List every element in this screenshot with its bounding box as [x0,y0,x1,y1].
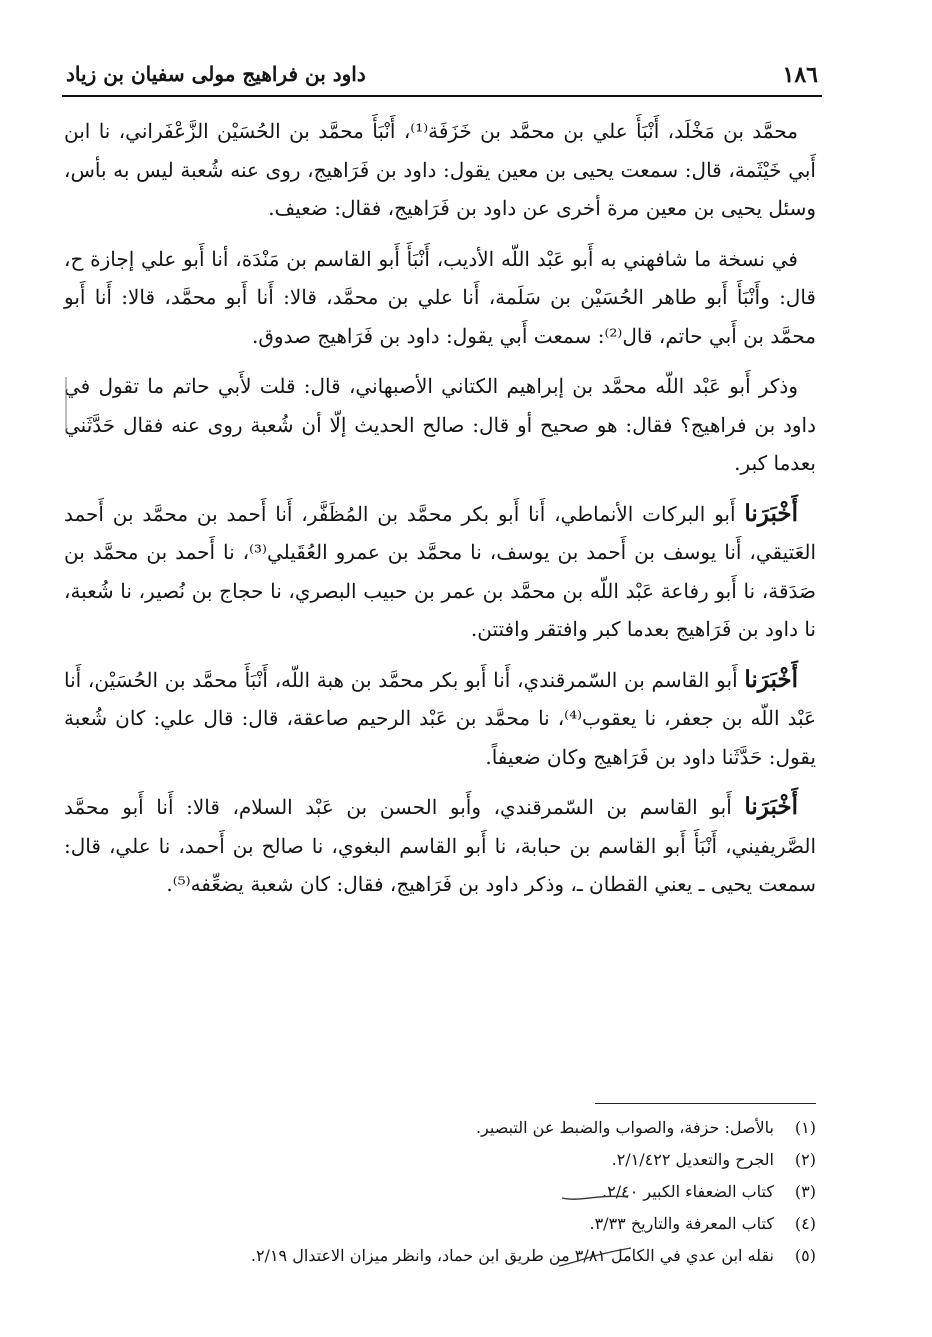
footnote-text: نقله ابن عدي في الكامل ٣/٨١ من طريق ابن حماد، وانظر ميزان الاعتدال ٢/١٩. [250,1246,774,1265]
footnote-number: (٣) [794,1182,816,1201]
paragraph [64,240,816,356]
page-number: ١٨٦ [782,62,818,88]
footnote-number: (٢) [794,1150,816,1169]
paragraph [64,112,816,228]
paragraph-text: محمَّد بن مَخْلَد، أَنْبَأَ علي بن محمَّد بن خَزَفَة⁽¹⁾، أَنْبَأَ محمَّد بن الحُسَيْن الزَّعْفَراني، نا ابن أَبي خَيْثَمة، قال: سمعت يحيى بن معين يقول: داود بن فَرَاهيج، روى عنه شُعبة ليس به بأس، وسئل يحيى بن معين مرة أخرى عن داود بن فَرَاهيج، فقال: ضعيف. [64,119,816,220]
paragraph [64,661,816,777]
paragraph-text: وذكر أَبو عَبْد اللّه محمَّد بن إبراهيم الكتاني الأصبهاني، قال: قلت لأَبي حاتم ما تقول في داود بن فراهيج؟ فقال: هو صحيح أو قال: صالح الحديث إلّا أن شُعبة روى عنه فقال حَدَّثَني بعدما كبر. [64,374,816,475]
paragraph [64,495,816,649]
paragraph-lead-word: أَخْبَرَنا [744,499,798,527]
paragraph [64,788,816,904]
header-divider [62,95,822,97]
footnote-divider [595,1103,816,1104]
footnote-number: (٤) [794,1214,816,1233]
footnote-text: بالأصل: حزفة، والصواب والضبط عن التبصير. [475,1118,774,1137]
footnote [180,1144,816,1176]
footnote-number: (١) [794,1118,816,1137]
footnote-text: الجرح والتعديل ٢/١/٤٢٢. [611,1150,774,1169]
running-header [62,58,822,98]
paragraph-text: أَبو القاسم بن السّمرقندي، أَنا أَبو بكر محمَّد بن هبة اللّه، أَنْبَأَ محمَّد بن الحُسَيْن، أَنا عَبْد اللّه بن جعفر، نا يعقوب⁽⁴⁾، نا محمَّد بن عَبْد الرحيم صاعقة، قال: قال علي: كان شُعبة يقول: حَدَّثَنا داود بن فَرَاهيج وكان ضعيفاً. [64,667,816,769]
footnote [180,1240,816,1272]
running-title: داود بن فراهيج مولى سفيان بن زياد [66,62,366,86]
footnote-text: كتاب المعرفة والتاريخ ٣/٣٣. [589,1214,774,1233]
footnote [180,1176,816,1208]
paragraph-lead-word: أَخْبَرَنا [744,665,798,693]
paragraph-text: أَبو البركات الأنماطي، أَنا أَبو بكر محمَّد بن المُظَفَّر، أَنا أَحمد بن محمَّد بن أَحمد العَتيقي، أَنا يوسف بن أَحمد بن يوسف، نا محمَّد بن عمرو العُقَيلي⁽³⁾، نا أَحمد بن محمَّد بن صَدَقة، نا أَبو رفاعة عَبْد اللّه بن محمَّد بن عمر بن حبيب البصري، نا حجاج بن نُصير، نا شُعبة، نا داود بن فَرَاهيج بعدما كبر وافتقر وافتتن. [64,501,816,641]
footnote-number: (٥) [794,1246,816,1265]
paragraph [64,367,816,483]
paragraph-text: أَبو القاسم بن السّمرقندي، وأَبو الحسن بن عَبْد السلام، قالا: أَنا أَبو محمَّد الصَّريفيني، أَنْبَأَ أَبو القاسم بن حبابة، نا أَبو القاسم البغوي، نا صالح بن أَحمد، نا علي، قال: سمعت يحيى ـ يعني القطان ـ، وذكر داود بن فَرَاهيج، فقال: كان شعبة يضعِّفه⁽⁵⁾. [64,795,816,896]
footnote-text: كتاب الضعفاء الكبير ٢/٤٠. [602,1182,774,1201]
paragraph-lead-word: أَخْبَرَنا [744,793,798,820]
footnotes-list [180,1112,816,1272]
main-text [64,112,816,916]
footnote [180,1112,816,1144]
paragraph-text: في نسخة ما شافهني به أَبو عَبْد اللّه الأديب، أَنْبَأَ أَبو القاسم بن مَنْدَة، أنا أَبو علي إجازة ح، قال: وأَنْبَأَ أَبو طاهر الحُسَيْن بن سَلَمة، أَنا علي بن محمَّد، قالا: أَنا أَبو محمَّد، قالا: أَنا أَبو محمَّد بن أَبي حاتم، قال⁽²⁾: سمعت أَبي يقول: داود بن فَرَاهيج صدوق. [64,246,816,348]
footnote [180,1208,816,1240]
